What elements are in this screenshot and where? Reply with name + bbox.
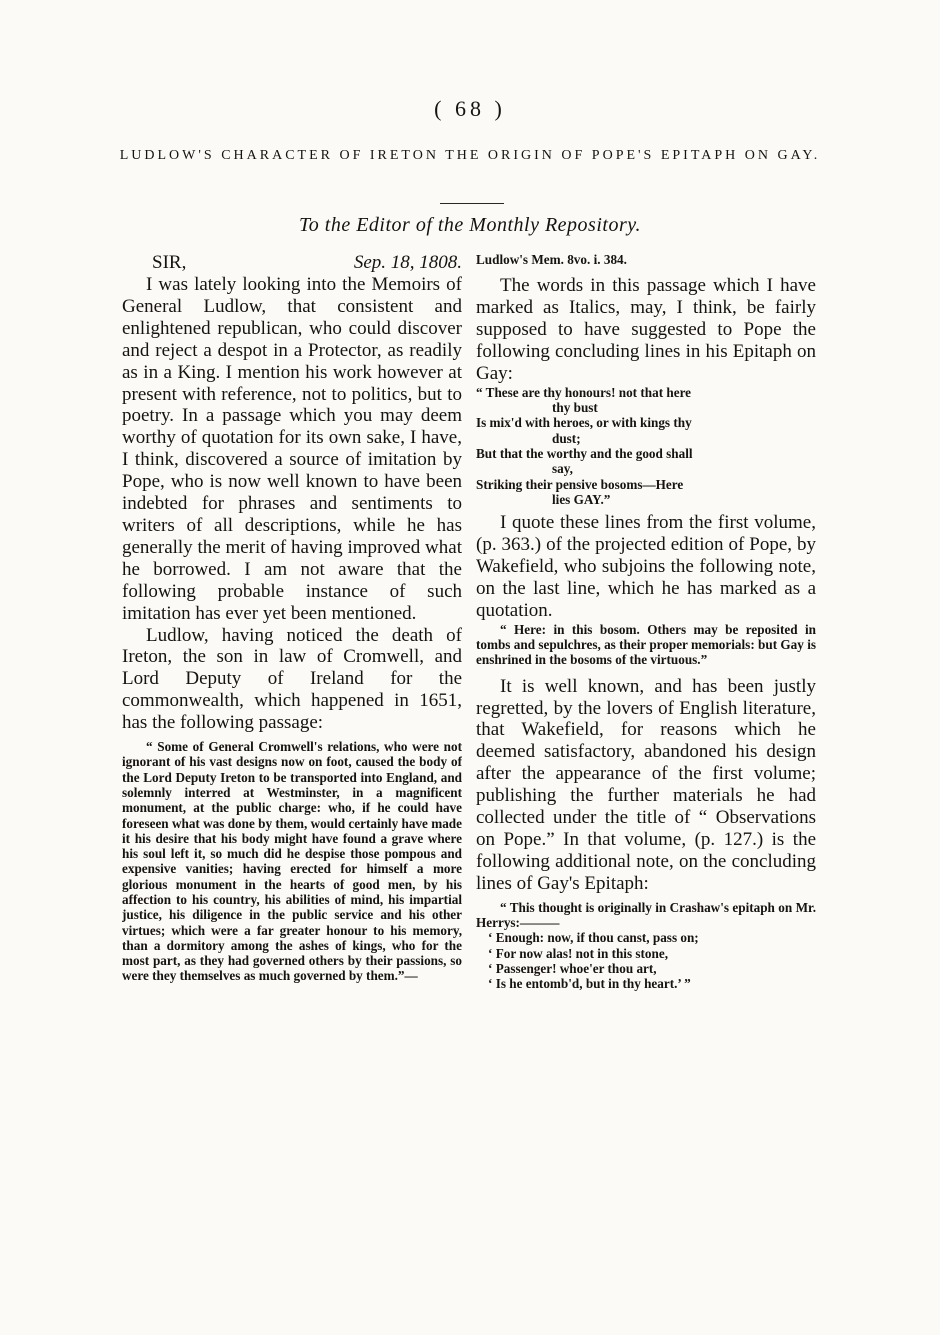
observations-paragraph: It is well known, and has been justly regretted, by the lovers of English literature, that Wakefield, for reasons which he deemed satisfactory, abandoned his design after the appearance of the first volume; publishing the further materials he had collected under the title of “ Observations on Pope.” In that volume, (p. 127.) is the following additional note, on the concluding lines of Gay's Epitaph: (476, 675, 816, 894)
verse-line (476, 446, 816, 477)
verse-line-turnover: dust; (552, 430, 581, 446)
verse-line (476, 385, 816, 416)
salutation: SIR, (152, 252, 187, 273)
opening-paragraph: I was lately looking into the Memoirs of General Ludlow, that consistent and enlightened republican, who could discover and reject a despot in a Protector, as readily as in a King. I mention his work however at present with reference, not to politics, but to poetry. In a passage which you may deem worthy of quotation for its own sake, I have, I think, discovered a source of imitation by Pope, who is now well known to have been indebted for phrases and sentiments to writers of all descriptions, while he has generally the merit of having improved what he borrowed. I am not aware that the following probable instance of such imitation has ever yet been mentioned. (122, 274, 462, 624)
ludlow-quotation: “ Some of General Cromwell's relations, who were not ignorant of his vast designs now on foot, caused the body of the Lord Deputy Ireton to be transported into England, and solemnly interred at Westminster, in a magnificent monument, at the public charge: who, if he could have foreseen what was done by them, would certainly have made it his desire that his body might have found a grave where his soul left it, so much did he despise those pompous and expensive vanities; having erected for himself a more glorious monument in the hearts of good men, by his affection to his country, his abilities of mind, his impartial justice, his diligence in the public service and his other virtues; which were a far greater honour to his memory, than a dormitory among the ashes of kings, who for the most part, as they had governed others by their passions, so were they themselves as much governed by them.”— (122, 739, 462, 984)
crashaw-line: ‘ Passenger! whoe'er thou art, (488, 960, 657, 976)
verse-line-turnover: say, (552, 461, 573, 477)
title-divider (440, 203, 504, 204)
crashaw-line: ‘ For now alas! not in this stone, (488, 945, 669, 961)
verse-line-text: Is mix'd with heroes, or with kings thy (476, 415, 692, 431)
verse-line-turnover: lies GAY.” (552, 491, 611, 507)
crashaw-line: ‘ Is he entomb'd, but in thy heart.’ ” (488, 976, 691, 992)
pope-epitaph-verse (476, 385, 816, 507)
article-title: LUDLOW'S CHARACTER OF IRETON THE ORIGIN OF POPE'S EPITAPH ON GAY. (119, 148, 821, 163)
verse-line-text: “ These are thy honours! not that here (476, 384, 692, 400)
crashaw-intro: “ This thought is originally in Crashaw's epitaph on Mr. Herrys:——— (476, 899, 816, 930)
crashaw-line: ‘ Enough: now, if thou canst, pass on; (488, 930, 699, 946)
letter-date: Sep. 18, 1808. (353, 252, 462, 273)
wakefield-note: “ Here: in this bosom. Others may be reposited in tombs and sepulchres, as their proper memorials: but Gay is enshrined in the bosoms of the virtuous.” (476, 621, 816, 668)
verse-line (476, 477, 816, 508)
dedication-line: To the Editor of the Monthly Repository. (298, 214, 642, 236)
letter-dateline (122, 252, 462, 274)
italics-paragraph: The words in this passage which I have marked as Italics, may, I think, be fairly supposed to have suggested to Pope the following concluding lines in his Epitaph on Gay: (476, 275, 816, 384)
right-column (476, 252, 816, 991)
ludlow-intro-paragraph: Ludlow, having noticed the death of Ireton, the son in law of Cromwell, and Lord Deputy of Ireland for the commonwealth, which happened in 1651, has the following passage: (122, 624, 462, 734)
verse-line-text: But that the worthy and the good shall (476, 446, 693, 462)
ludlow-citation: Ludlow's Mem. 8vo. i. 384. (476, 252, 627, 267)
left-column (122, 252, 462, 984)
page-number: ( 68 ) (434, 96, 506, 121)
verse-line-turnover: thy bust (552, 400, 598, 416)
verse-line (476, 415, 816, 446)
wakefield-paragraph: I quote these lines from the first volume, (p. 363.) of the projected edition of Pope, by Wakefield, who subjoins the following note, on the last line, which he has marked as a quotation. (476, 512, 816, 621)
verse-line-text: Striking their pensive bosoms—Here (476, 476, 684, 492)
